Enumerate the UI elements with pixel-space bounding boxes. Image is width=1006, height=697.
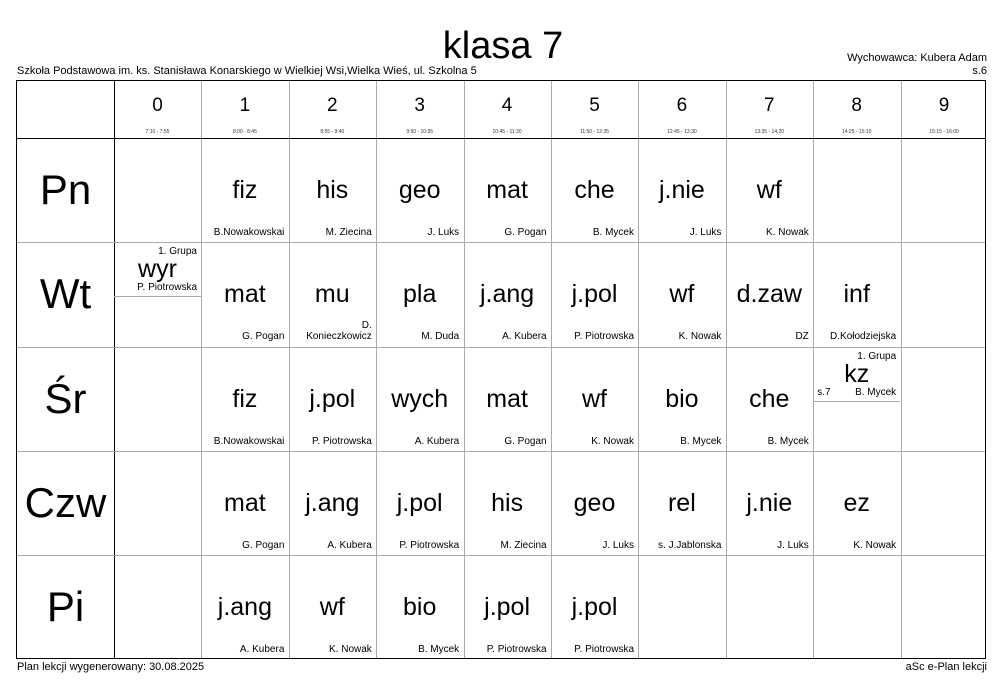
period-number: 1 xyxy=(239,95,251,116)
lesson-teacher: A. Kubera xyxy=(414,435,460,447)
lesson-teacher: M. Ziecina xyxy=(325,227,372,238)
period-number: 7 xyxy=(764,95,775,116)
lesson-subject: j.ang xyxy=(479,280,535,309)
lesson-subject: mat xyxy=(486,384,528,413)
lesson-subject: geo xyxy=(398,176,441,204)
lesson-cell[interactable] xyxy=(289,138,376,242)
lesson-room: s.7 xyxy=(817,386,831,398)
group-divider xyxy=(813,401,900,402)
day-label: Pi xyxy=(46,583,85,631)
lesson-teacher: P. Piotrowska xyxy=(574,644,634,656)
lesson-subject: mat xyxy=(486,176,528,204)
school-name: Szkoła Podstawowa im. ks. Stanisława Konarskiego w Wielkiej Wsi,Wielka Wieś, ul. Szkolna 5 xyxy=(17,65,477,77)
lesson-teacher: J. Luks xyxy=(427,227,460,238)
period-time: 8:55 - 9:40 xyxy=(320,129,345,135)
lesson-teacher: A. Kubera xyxy=(239,644,285,656)
lesson-teacher: G. Pogan xyxy=(504,435,547,447)
lesson-cell[interactable] xyxy=(726,242,813,346)
lesson-teacher: B.Nowakowskai xyxy=(213,435,285,447)
period-number: 3 xyxy=(414,95,425,116)
lesson-teacher: G. Pogan xyxy=(242,539,285,551)
lesson-cell[interactable] xyxy=(376,138,463,242)
generated-date: Plan lekcji wygenerowany: 30.08.2025 xyxy=(17,661,205,673)
period-time: 12:45 - 13:30 xyxy=(667,129,697,135)
lesson-teacher: P. Piotrowska xyxy=(137,282,197,294)
lesson-cell[interactable] xyxy=(638,451,725,555)
period-number: 9 xyxy=(938,95,950,116)
lesson-subject: wf xyxy=(582,384,607,413)
lesson-teacher: K. Nowak xyxy=(329,644,372,656)
period-number: 2 xyxy=(327,95,338,116)
day-label: Śr xyxy=(44,374,87,422)
lesson-cell-group[interactable] xyxy=(114,244,201,296)
lesson-teacher: J. Luks xyxy=(689,227,722,238)
lesson-subject: mu xyxy=(314,280,350,309)
class-teacher: Wychowawca: Kubera Adam xyxy=(847,52,987,64)
class-room: s.6 xyxy=(972,65,987,77)
lesson-teacher: P. Piotrowska xyxy=(311,435,372,447)
lesson-subject: wf xyxy=(319,593,345,622)
lesson-subject: geo xyxy=(573,488,616,517)
lesson-subject: j.ang xyxy=(305,488,360,517)
lesson-cell[interactable] xyxy=(726,138,813,242)
lesson-subject: his xyxy=(316,176,349,204)
lesson-subject: ez xyxy=(843,488,870,517)
lesson-subject: mat xyxy=(224,280,266,309)
lesson-cell[interactable] xyxy=(464,555,551,659)
period-time: 11:50 - 12:35 xyxy=(579,129,610,135)
lesson-cell[interactable] xyxy=(376,347,463,451)
page-title: klasa 7 xyxy=(442,25,564,67)
lesson-subject: che xyxy=(749,384,790,413)
lesson-cell[interactable] xyxy=(201,242,288,346)
lesson-subject: wych xyxy=(391,384,449,413)
lesson-cell[interactable] xyxy=(551,242,638,346)
lesson-teacher: J. Luks xyxy=(777,539,809,551)
lesson-subject: j.pol xyxy=(396,488,443,517)
lesson-cell[interactable] xyxy=(551,555,638,659)
period-number: 8 xyxy=(851,95,862,116)
lesson-teacher: K. Nowak xyxy=(766,227,809,238)
software-brand: aSc e-Plan lekcji xyxy=(905,661,987,673)
lesson-teacher: B. Mycek xyxy=(855,386,897,398)
lesson-subject: bio xyxy=(665,384,699,413)
period-time: 9:50 - 10:35 xyxy=(406,129,434,135)
period-time: 13:35 - 14:20 xyxy=(754,129,785,135)
period-number: 4 xyxy=(501,95,513,116)
lesson-teacher: B.Nowakowskai xyxy=(213,227,285,238)
lesson-cell[interactable] xyxy=(813,451,900,555)
lesson-subject: rel xyxy=(667,488,696,517)
lesson-subject: d.zaw xyxy=(736,280,802,309)
lesson-cell[interactable] xyxy=(464,138,551,242)
lesson-teacher: P. Piotrowska xyxy=(399,539,460,551)
lesson-cell[interactable] xyxy=(638,138,725,242)
lesson-teacher: s. J.Jablonska xyxy=(658,539,722,551)
lesson-cell[interactable] xyxy=(201,555,288,659)
lesson-teacher: J. Luks xyxy=(602,539,634,551)
lesson-teacher: B. Mycek xyxy=(680,435,722,447)
lesson-cell[interactable] xyxy=(289,555,376,659)
lesson-teacher: M. Duda xyxy=(421,331,460,343)
day-label: Czw xyxy=(24,478,107,526)
lesson-cell[interactable] xyxy=(638,347,725,451)
grid-column-line xyxy=(901,81,902,658)
lesson-subject: his xyxy=(491,488,524,517)
lesson-cell[interactable] xyxy=(376,451,463,555)
lesson-cell[interactable] xyxy=(726,347,813,451)
day-label: Pn xyxy=(39,166,92,213)
lesson-teacher: K. Nowak xyxy=(853,539,897,551)
lesson-cell[interactable] xyxy=(376,242,463,346)
lesson-teacher: A. Kubera xyxy=(327,539,372,551)
lesson-subject: inf xyxy=(843,280,870,309)
lesson-cell[interactable] xyxy=(638,242,725,346)
lesson-cell[interactable] xyxy=(201,138,288,242)
lesson-cell[interactable] xyxy=(726,451,813,555)
lesson-cell[interactable] xyxy=(551,451,638,555)
lesson-subject: j.pol xyxy=(571,593,618,622)
lesson-subject: j.pol xyxy=(484,593,531,622)
lesson-subject: fiz xyxy=(232,176,258,204)
lesson-cell[interactable] xyxy=(289,451,376,555)
period-number: 0 xyxy=(152,95,163,116)
period-time: 15:15 - 16:00 xyxy=(929,129,959,135)
lesson-subject: mat xyxy=(224,488,266,517)
lesson-teacher: K. Nowak xyxy=(678,331,722,343)
lesson-teacher: G. Pogan xyxy=(242,331,285,343)
grid-column-line xyxy=(114,81,115,658)
period-time: 14:25 - 15:10 xyxy=(841,129,872,135)
lesson-subject: j.ang xyxy=(217,593,272,622)
lesson-group: 1. Grupa xyxy=(857,350,897,362)
lesson-subject: pla xyxy=(403,280,437,309)
lesson-cell[interactable] xyxy=(201,347,288,451)
lesson-teacher: A. Kubera xyxy=(502,331,547,343)
period-time: 10:45 - 11:30 xyxy=(492,129,522,135)
lesson-teacher: P. Piotrowska xyxy=(486,644,547,656)
lesson-cell[interactable] xyxy=(464,347,551,451)
lesson-subject: j.nie xyxy=(746,488,793,517)
lesson-subject: j.pol xyxy=(309,384,356,413)
lesson-teacher: D.Kołodziejska xyxy=(830,331,897,343)
lesson-cell[interactable] xyxy=(464,451,551,555)
lesson-cell[interactable] xyxy=(551,347,638,451)
lesson-teacher: K. Nowak xyxy=(591,435,634,447)
lesson-subject: che xyxy=(574,176,615,204)
lesson-cell[interactable] xyxy=(813,242,900,346)
lesson-teacher: G. Pogan xyxy=(504,227,547,238)
lesson-subject: fiz xyxy=(232,384,258,413)
lesson-teacher: B. Mycek xyxy=(767,435,809,447)
lesson-cell[interactable] xyxy=(201,451,288,555)
period-time: 8:00 - 8:45 xyxy=(232,129,257,135)
lesson-teacher: P. Piotrowska xyxy=(574,331,634,343)
lesson-subject: wf xyxy=(669,280,695,309)
lesson-teacher: DZ xyxy=(795,331,809,343)
lesson-cell[interactable] xyxy=(464,242,551,346)
lesson-cell-group[interactable] xyxy=(813,349,900,401)
lesson-teacher: B. Mycek xyxy=(418,644,460,656)
lesson-subject: j.nie xyxy=(658,176,705,204)
lesson-subject: bio xyxy=(403,593,437,622)
period-time: 7:10 - 7:55 xyxy=(145,129,170,135)
lesson-teacher: B. Mycek xyxy=(592,227,634,238)
lesson-subject: wf xyxy=(756,176,782,204)
period-number: 5 xyxy=(589,95,600,116)
lesson-subject: j.pol xyxy=(571,280,618,309)
lesson-cell[interactable] xyxy=(289,242,376,346)
group-divider xyxy=(114,296,201,297)
lesson-group: 1. Grupa xyxy=(158,246,197,258)
lesson-cell[interactable] xyxy=(551,138,638,242)
timetable-grid xyxy=(16,80,986,659)
period-number: 6 xyxy=(676,95,688,116)
lesson-cell[interactable] xyxy=(289,347,376,451)
lesson-teacher: D. Konieczkowicz xyxy=(306,320,372,343)
day-label: Wt xyxy=(39,270,92,318)
lesson-cell[interactable] xyxy=(376,555,463,659)
lesson-subject: kz xyxy=(844,359,870,388)
lesson-subject: wyr xyxy=(138,255,177,284)
lesson-teacher: M. Ziecina xyxy=(500,539,547,551)
